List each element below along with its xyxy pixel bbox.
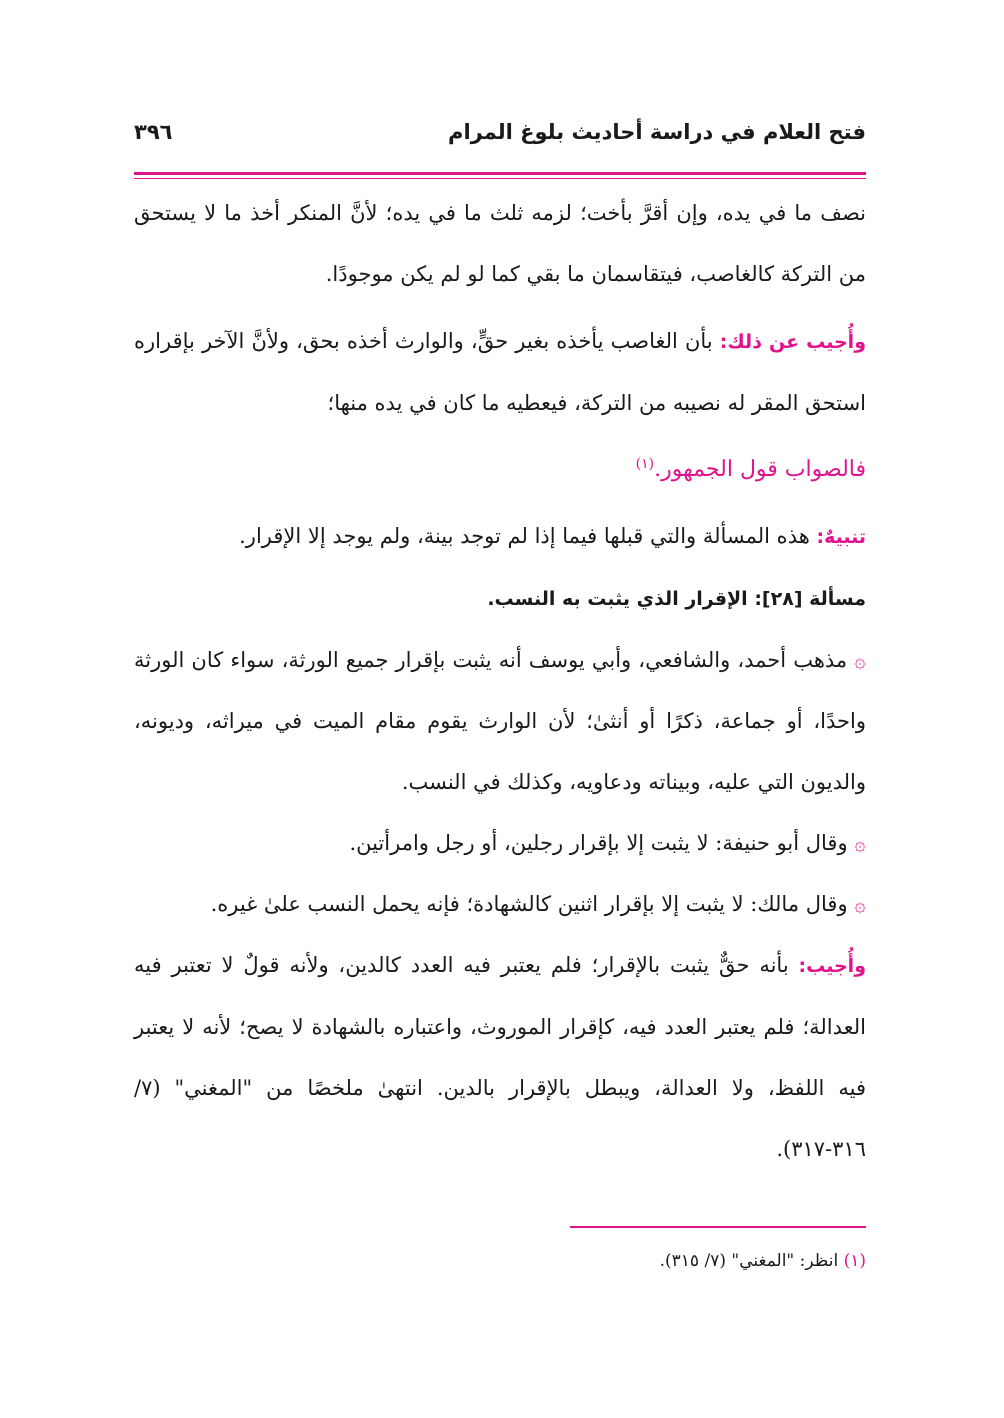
answer-lead: وأُجيب عن ذلك:	[719, 331, 866, 353]
notice-text: هذه المسألة والتي قبلها فيما إذا لم توجد بينة، ولم يوجد إلا الإقرار.	[239, 524, 817, 548]
list-item	[134, 874, 866, 935]
answer-paragraph	[134, 935, 866, 1180]
flower-icon: ۞	[854, 892, 866, 916]
header-rule-thin	[134, 178, 866, 179]
footnote-text: انظر: "المغني" (٧/ ٣١٥).	[659, 1251, 844, 1271]
page-number: ٣٩٦	[134, 120, 173, 144]
answer-paragraph	[134, 311, 866, 434]
item-text: وقال أبو حنيفة: لا يثبت إلا بإقرار رجلين، أو رجل وامرأتين.	[349, 831, 855, 855]
flower-icon: ۞	[854, 648, 866, 672]
conclusion-paragraph	[134, 434, 866, 500]
book-title: فتح العلام في دراسة أحاديث بلوغ المرام	[448, 120, 866, 144]
footnote-rule	[570, 1226, 866, 1228]
item-text: مذهب أحمد، والشافعي، وأبي يوسف أنه يثبت بإقرار جميع الورثة، سواء كان الورثة واحدًا، أو جماعة، ذكرًا أو أنثىٰ؛ لأن الوارث يقوم مقام الميت في ميراثه، وديونه، والديون التي عليه، وبيناته ودعاويه، وكذلك في النسب.	[134, 648, 866, 794]
paragraph: نصف ما في يده، وإن أقرَّ بأخت؛ لزمه ثلث ما في يده؛ لأنَّ المنكر أخذ ما لا يستحق من التركة كالغاصب، فيتقاسمان ما بقي كما لو لم يكن موجودًا.	[134, 201, 866, 286]
answer-text: بأن الغاصب يأخذه بغير حقٍّ، والوارث أخذه بحق، ولأنَّ الآخر بإقراره استحق المقر له نصيبه من التركة، فيعطيه ما كان في يده منها؛	[134, 329, 866, 415]
list-item	[134, 630, 866, 813]
item-text: وقال مالك: لا يثبت إلا بإقرار اثنين كالشهادة؛ فإنه يحمل النسب علىٰ غيره.	[210, 892, 855, 916]
notice-paragraph	[134, 506, 866, 568]
masala-title: الإقرار الذي يثبت به النسب.	[487, 588, 755, 610]
flower-icon: ۞	[854, 831, 866, 855]
conclusion-text: فالصواب قول الجمهور.	[654, 457, 866, 482]
footnote-number: (١)	[843, 1251, 866, 1271]
header-rule-thick	[134, 172, 866, 175]
answer-text: بأنه حقٌّ يثبت بالإقرار؛ فلم يعتبر فيه العدد كالدين، ولأنه قولٌ لا تعتبر فيه العدالة؛ فلم يعتبر العدد فيه، كإقرار الموروث، واعتباره بالشهادة لا يصح؛ لأنه لا يعتبر فيه اللفظ، ولا العدالة، ويبطل بالإقرار بالدين. انتهىٰ ملخصًا من "المغني" (٧/ ٣١٦-٣١٧).	[134, 953, 866, 1161]
footnote	[660, 1246, 866, 1276]
notice-lead: تنبيهٌ:	[816, 526, 866, 548]
list-item	[134, 813, 866, 874]
footnote-marker: (١)	[635, 456, 655, 472]
masala-heading	[134, 568, 866, 630]
answer-lead: وأُجيب:	[798, 955, 866, 977]
running-header	[134, 120, 866, 168]
page	[134, 120, 866, 1271]
masala-label: مسألة [٢٨]:	[754, 588, 866, 610]
body-text	[134, 183, 866, 1180]
